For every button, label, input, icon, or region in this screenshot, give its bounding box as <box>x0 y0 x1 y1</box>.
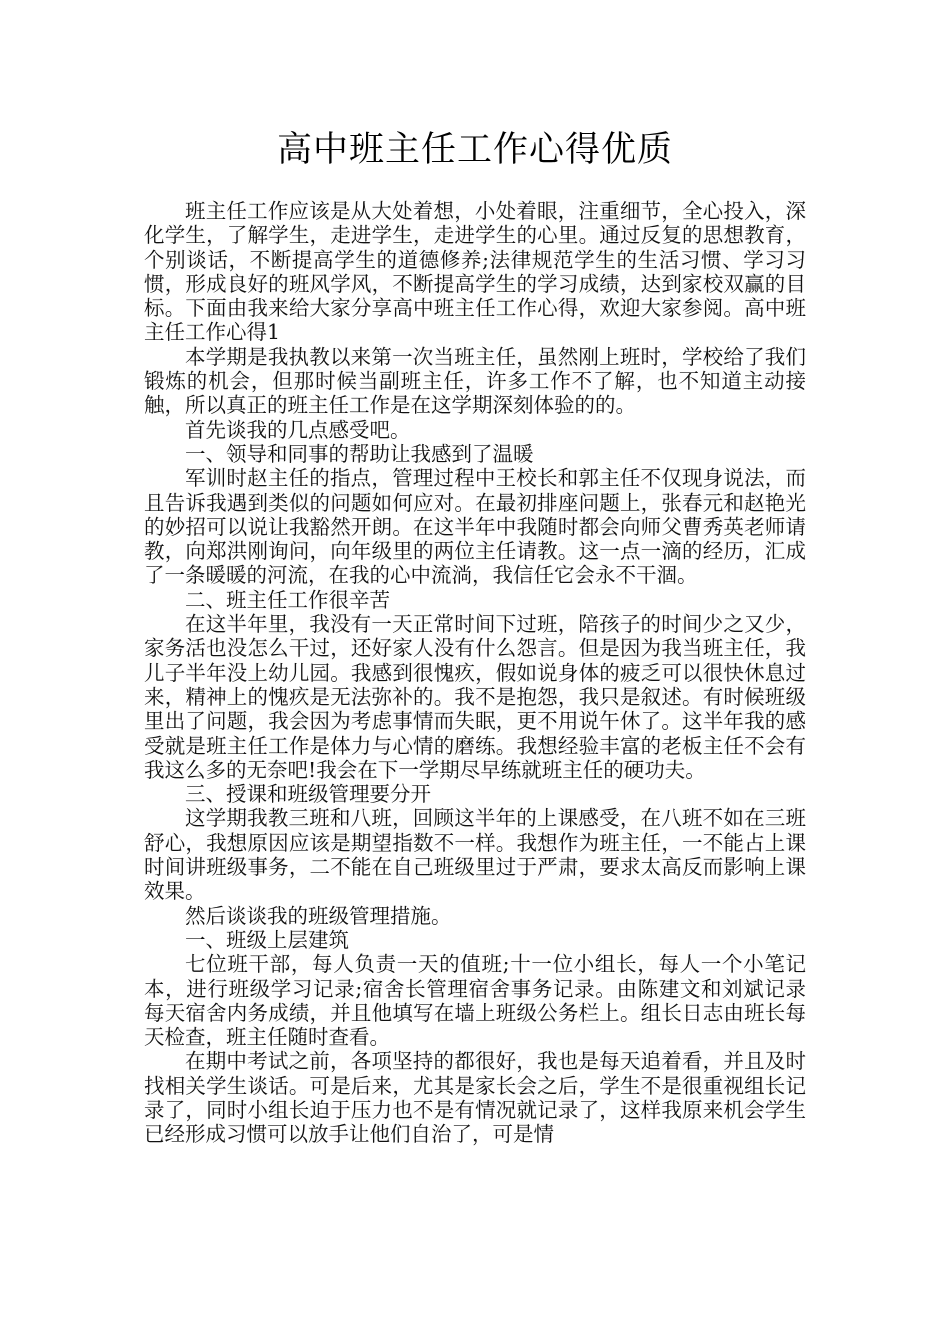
paragraph: 班主任工作应该是从大处着想，小处着眼，注重细节，全心投入，深化学生，了解学生，走进学生，走进学生的心里。通过反复的思想教育，个别谈话，不断提高学生的道德修养;法律规范学生的生活习惯、学习习惯，形成良好的班风学风，不断提高学生的学习成绩，达到家校双赢的目标。下面由我来给大家分享高中班主任工作心得，欢迎大家参阅。高中班主任工作心得1 <box>144 199 806 345</box>
section-heading: 二、班主任工作很辛苦 <box>185 587 390 612</box>
paragraph: 在期中考试之前，各项坚持的都很好，我也是每天追着看，并且及时找相关学生谈话。可是后来，尤其是家长会之后，学生不是很重视组长记录了，同时小组长迫于压力也不是有情况就记录了，这样我原来机会学生已经形成习惯可以放手让他们自治了，可是情 <box>144 1049 806 1147</box>
paragraph: 这学期我教三班和八班，回顾这半年的上课感受，在八班不如在三班舒心，我想原因应该是期望指数不一样。我想作为班主任，一不能占上课时间讲班级事务，二不能在自己班级里过于严肃，要求太高反而影响上课效果。 <box>144 806 806 904</box>
paragraph: 七位班干部，每人负责一天的值班;十一位小组长，每人一个小笔记本，进行班级学习记录;宿舍长管理宿舍事务记录。由陈建文和刘斌记录每天宿舍内务成绩，并且他填写在墙上班级公务栏上。组长日志由班长每天检查，班主任随时查看。 <box>144 952 806 1050</box>
section-heading: 三、授课和班级管理要分开 <box>185 782 431 807</box>
paragraph: 本学期是我执教以来第一次当班主任，虽然刚上班时，学校给了我们锻炼的机会，但那时候当副班主任，许多工作不了解，也不知道主动接触，所以真正的班主任工作是在这学期深刻体验的的。 <box>144 344 806 418</box>
section-heading: 一、班级上层建筑 <box>185 927 349 952</box>
paragraph: 军训时赵主任的指点，管理过程中王校长和郭主任不仅现身说法，而且告诉我遇到类似的问题如何应对。在最初排座问题上，张春元和赵艳光的妙招可以说让我豁然开朗。在这半年中我随时都会向师父曹秀英老师请教，向郑洪刚询问，向年级里的两位主任请教。这一点一滴的经历，汇成了一条暖暖的河流，在我的心中流淌，我信任它会永不干涸。 <box>144 466 806 588</box>
document-body <box>144 199 806 1147</box>
paragraph: 在这半年里，我没有一天正常时间下过班，陪孩子的时间少之又少，家务活也没怎么干过，还好家人没有什么怨言。但是因为我当班主任，我儿子半年没上幼儿园。我感到很愧疚，假如说身体的疲乏可以很快休息过来，精神上的愧疚是无法弥补的。我不是抱怨，我只是叙述。有时候班级里出了问题，我会因为考虑事情而失眠，更不用说午休了。这半年我的感受就是班主任工作是体力与心情的磨练。我想经验丰富的老板主任不会有我这么多的无奈吧!我会在下一学期尽早练就班主任的硬功夫。 <box>144 612 806 782</box>
document-title: 高中班主任工作心得优质 <box>276 130 673 170</box>
paragraph: 首先谈我的几点感受吧。 <box>185 417 411 442</box>
paragraph: 然后谈谈我的班级管理措施。 <box>185 903 452 928</box>
section-heading: 一、领导和同事的帮助让我感到了温暖 <box>185 441 534 466</box>
